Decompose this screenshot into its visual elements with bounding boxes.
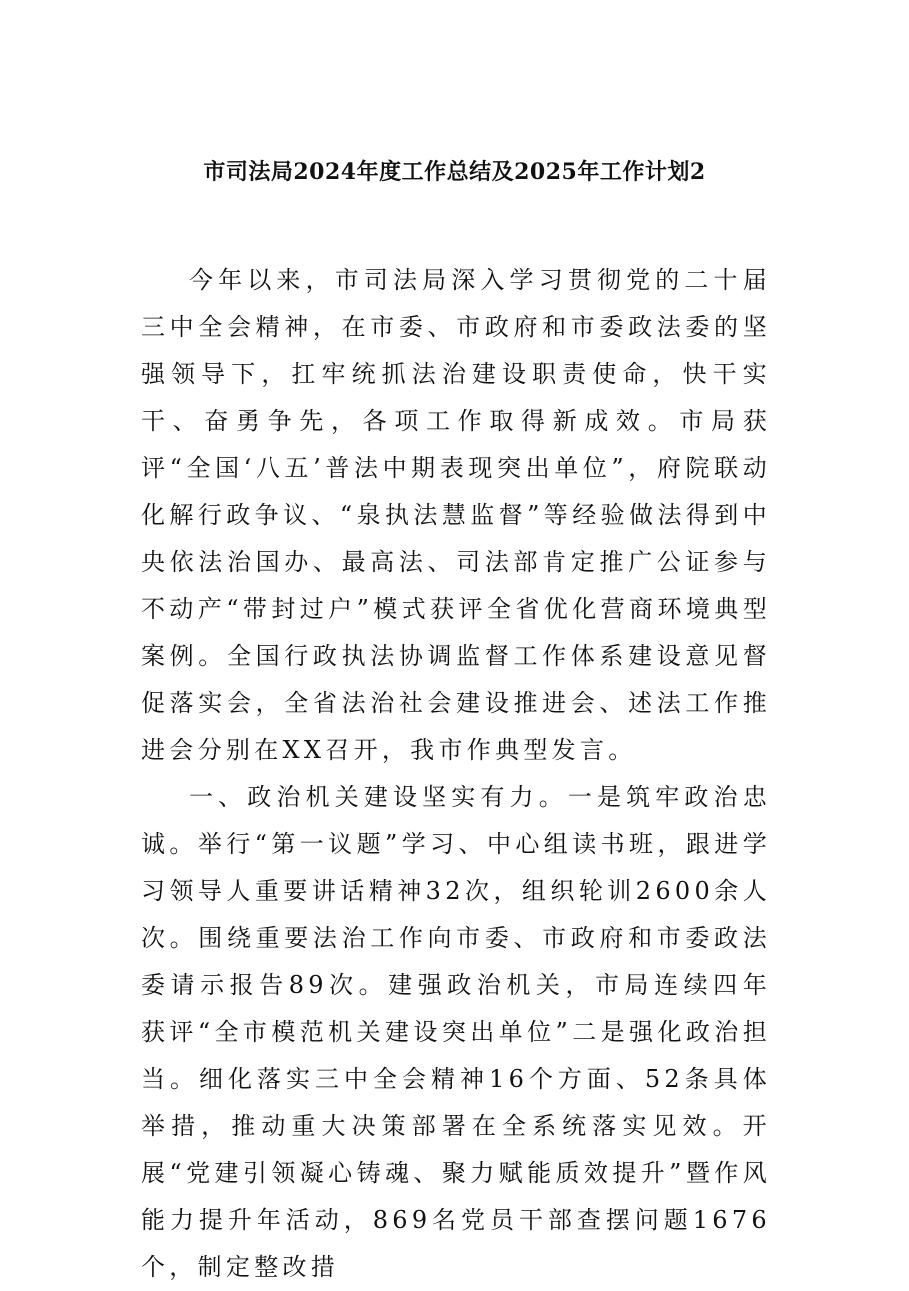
paragraph-section-one: 一、政治机关建设坚实有力。一是筑牢政治忠诚。举行“第一议题”学习、中心组读书班，跟进学习领导人重要讲话精神32次，组织轮训2600余人次。围绕重要法治工作向市委、市政府和市委政法委请示报告89次。建强政治机关，市局连续四年获评“全市模范机关建设突出单位”二是强化政治担当。细化落实三中全会精神16个方面、52条具体举措，推动重大决策部署在全系统落实见效。开展“党建引领凝心铸魂、聚力赋能质效提升”暨作风能力提升年活动，869名党员干部查摆问题1676个，制定整改措 [141,783,771,1281]
document-title: 市司法局2024年度工作总结及2025年工作计划2 [203,159,706,185]
document-body [141,257,771,1291]
paragraph-intro: 今年以来，市司法局深入学习贯彻党的二十届三中全会精神，在市委、市政府和市委政法委的坚强领导下，扛牢统抓法治建设职责使命，快干实干、奋勇争先，各项工作取得新成效。市局获评“全国‘八五’普法中期表现突出单位”，府院联动化解行政争议、“泉执法慧监督”等经验做法得到中央依法治国办、最高法、司法部肯定推广公证参与不动产“带封过户”模式获评全省优化营商环境典型案例。全国行政执法协调监督工作体系建设意见督促落实会，全省法治社会建设推进会、述法工作推进会分别在XX召开，我市作典型发言。 [141,266,771,764]
